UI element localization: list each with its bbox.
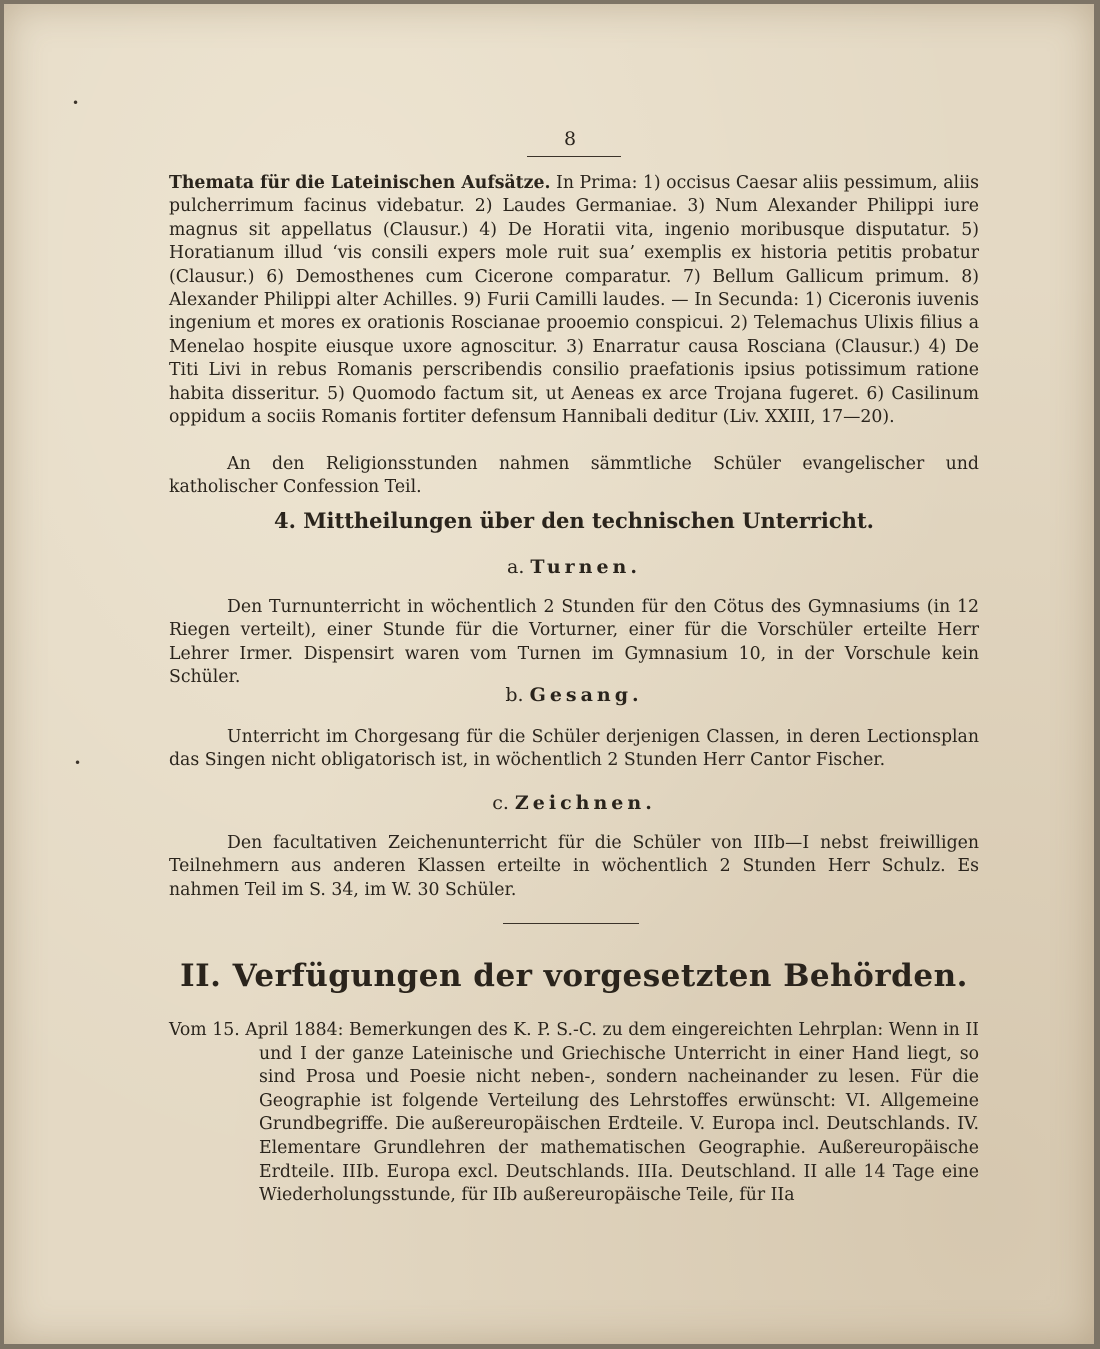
header-rule [527,156,621,157]
zeichnen-paragraph: Den facultativen Zeichenunterricht für die Schüler von IIIb—I nebst freiwilligen Teilnehmern aus anderen Klassen erteilte in wöchentlich 2 Stunden Herr Schulz. Es nahmen Teil im S. 34, im W. 30 Schüler. [169,833,979,900]
verfuegung-text: Vom 15. April 1884: Bemerkungen des K. P. S.-C. zu dem eingereichten Lehrplan: Wenn in II und I der ganze Lateinische und Griechische Unterricht in einer Hand liegt, so sind Prosa und Poesie nicht neben-, sondern nacheinander zu lesen. Für die Geographie ist folgende Verteilung des Lehrstoffes erwünscht: VI. Allgemeine Grundbegriffe. Die außereuropäischen Erdteile. V. Europa incl. Deutschlands. IV. Elementare Grundlehren der mathematischen Geographie. Außereuropäische Erdteile. IIIb. Europa excl. Deutschlands. IIIa. Deutschland. II alle 14 Tage eine Wiederholungsstunde, für IIb außereuropäische Teile, für IIa [169,1020,979,1206]
themata-lead: Themata für die Lateinischen Aufsätze. [169,173,551,193]
section-II-heading: II. Verfügungen der vorgesetzten Behörden. [180,958,968,994]
gesang-heading [169,684,979,706]
margin-mark: • [74,756,82,770]
themata-text: In Prima: 1) occisus Caesar aliis pessimum, aliis pulcherrimum facinus videbatur. 2) Laudes Germaniae. 3) Num Alexander Philippi iure magnus sit appellatus (Clausur.) 4) De Horatii vita, ingenio moribusque disputatur. 5) Horatianum illud ʻvis consili expers mole ruit suaʼ exemplis ex historia petitis probatur (Clausur.) 6) Demosthenes cum Cicerone comparatur. 7) Bellum Gallicum primum. 8) Alexander Philippi alter Achilles. 9) Furii Camilli laudes. — In Secunda: 1) Ciceronis iuvenis ingenium et mores ex orationis Roscianae prooemio conspicui. 2) Telemachus Ulixis filius a Menelao hospite eiusque uxore agnoscitur. 3) Enarratur causa Rosciana (Clausur.) 4) De Titi Livi in rebus Romanis perscribendis consilio praefationis ipsius potissimum ratione habita disseritur. 5) Quomodo factum sit, ut Aeneas ex arce Trojana fugeret. 6) Casilinum oppidum a sociis Romanis fortiter defensum Hannibali deditur (Liv. XXIII, 17—20). [169,173,979,428]
turnen-label: a. [507,556,525,578]
section-divider-rule [503,923,639,924]
zeichnen-label: c. [492,792,509,814]
verfuegung-paragraph [169,1019,979,1208]
zeichnen-title: Zeichnen. [514,792,656,814]
turnen-title: Turnen. [530,556,641,578]
themata-paragraph [169,172,979,429]
gesang-label: b. [505,684,524,706]
gesang-paragraph: Unterricht im Chorgesang für die Schüler derjenigen Classen, in deren Lectionsplan das Singen nicht obligatorisch ist, in wöchentlich 2 Stunden Herr Cantor Fischer. [169,727,979,771]
turnen-paragraph: Den Turnunterricht in wöchentlich 2 Stunden für den Cötus des Gymnasiums (in 12 Riegen verteilt), einer Stunde für die Vorturner, einer für die Vorschüler erteilte Herr Lehrer Irmer. Dispensirt waren vom Turnen im Gymnasium 10, in der Vorschule kein Schüler. [169,597,979,688]
turnen-heading [169,556,979,578]
gesang-title: Gesang. [529,684,643,706]
religion-paragraph: An den Religionsstunden nahmen sämmtliche Schüler evangelischer und katholischer Confession Teil. [169,454,979,498]
section-4-heading: 4. Mittheilungen über den technischen Unterricht. [274,508,874,533]
page-number: 8 [563,128,577,150]
margin-mark: • [72,96,80,110]
zeichnen-heading [169,792,979,814]
